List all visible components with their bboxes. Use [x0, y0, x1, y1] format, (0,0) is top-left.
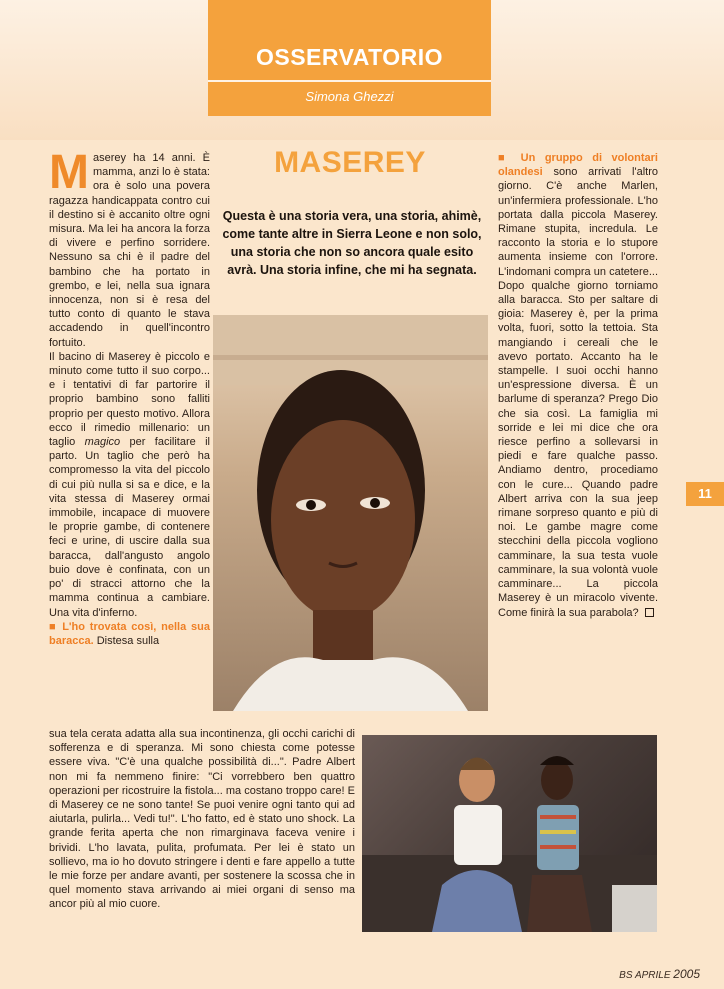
subhead-1: ■ L'ho trovata così, nella sua baracca. [49, 620, 210, 647]
paragraph-2-text-a: Il bacino di Maserey è piccolo e minuto come tutto il suo corpo... e i tentativi di far partorire il proprio bambino sono falliti proprio per questo motivo. Allora ecco il rimedio millenario: un taglio [49, 350, 210, 449]
page-number-tab: 11 [686, 482, 724, 506]
end-mark-icon [645, 608, 654, 617]
left-column [49, 146, 210, 648]
section-title: OSSERVATORIO [255, 44, 444, 70]
volunteer-illustration [362, 735, 657, 932]
volunteer-photo [362, 735, 657, 932]
subhead-2: ■ Un gruppo di volontari olandesi [498, 152, 658, 179]
page-footer [619, 967, 700, 981]
header-divider [208, 80, 491, 82]
footer-magazine: BS [619, 970, 633, 981]
right-column [498, 151, 658, 620]
paragraph-2-text-b: per facilitare il parto. Un taglio che però ha compromesso la vita del piccolo di cui più nulla si sa e dice, e la vita stessa di Maserey ormai immobile, incapace di muovere le proprie gambe, di contenere feci e urine, di uscire dalla sua baracca, dall'angusto angolo buio dove è confinata, con un po' di stracci attorno che la mamma continua a cambiare. Una vita d'inferno. [49, 436, 210, 619]
footer-month: APRILE [634, 970, 671, 981]
portrait-photo [213, 315, 488, 711]
section-header [208, 0, 491, 116]
paragraph-2-emphasis: magico [84, 436, 121, 449]
article-title: MASEREY [274, 146, 426, 179]
footer-year: 2005 [673, 967, 700, 981]
paragraph-3-text: Distesa sulla [93, 634, 160, 647]
paragraph-3 [49, 620, 210, 648]
portrait-illustration [213, 315, 488, 711]
article-intro: Questa è una storia vera, una storia, ahimè, come tante altre in Sierra Leone e non solo, una storia che non so ancora quale esito avrà. Una storia infine, che mi ha segnata. [222, 209, 482, 277]
bottom-column [49, 727, 355, 912]
paragraph-1-text: aserey ha 14 anni. È mamma, anzi lo è stata: ora è solo una povera ragazza handicappata contro cui il destino si è accanito oltre ogni misura. Ma lei ha ancora la forza di vivere e perfino sorridere. Nessuno sa chi è il padre del bambino che ha portato in grembo, e lei, nella sua ignara innocenza, non si è resa del tutto conto di quanto le stava accadendo in quell'incontro fortuito. [49, 152, 210, 349]
author-name: Simona Ghezzi [305, 89, 394, 104]
paragraph-1 [49, 146, 210, 350]
right-paragraph [498, 151, 658, 620]
drop-cap: M [49, 146, 89, 199]
bottom-paragraph: sua tela cerata adatta alla sua incontinenza, gli occhi carichi di sofferenza e di speranza. Mi sono chiesta come potesse essere viva. "C'è una qualche possibilità di...". Padre Albert non mi fa nemmeno finire: "Ci vorrebbero ben quattro operazioni per ricostruire la fistola... ma costano troppo care! E di Maserey ce ne sono tante! Se puoi venire ogni tanto qui ad aiutarla, pulirla... Vedi tu!". L'ho fatto, ed è stato uno shock. La grande ferita aperta che non rimarginava faceva venire i brividi. L'ho lavata, pulita, profumata. Per lei è stato un sollievo, ma io ho dovuto stringere i denti e fare appello a tutte le mie forze per andare avanti, per sostenere la scossa che in quel momento stava arrivando ai miei organi di senso ma ancor più al mio cuore. [49, 728, 355, 911]
paragraph-2 [49, 350, 210, 620]
right-paragraph-text: sono arrivati l'altro giorno. C'è anche Marlen, un'infermiera professionale. L'ho portata dalla piccola Maserey. Rimane stupita, incredula. Le racconto la storia e lo stupore aumenta insieme con l'orrore. L'indomani compra un catetere... Dopo qualche giorno torniamo alla baracca. Sto per saltare di gioia: Maserey è, per la prima volta, fuori, sotto la tettoia. Sta mangiando i cereali che le avevo portato. Accanto ha le stampelle. I suoi occhi hanno un'espressione diversa. È un barlume di speranza? Prego Dio che sia così. La famiglia mi sorride e lei mi dice che ora riesce perfino a sollevarsi in piedi e fare qualche passo. Andiamo dentro, procediamo con le cure... Quando padre Albert arriva con la sua jeep rimane sorpreso quanto e più di noi. Le gambe magre come stecchini della piccola vogliono camminare, la sua testa vuole camminare, la sua volontà vuole camminare... La piccola Maserey è un miracolo vivente. Come finirà la sua parabola? [498, 166, 658, 619]
